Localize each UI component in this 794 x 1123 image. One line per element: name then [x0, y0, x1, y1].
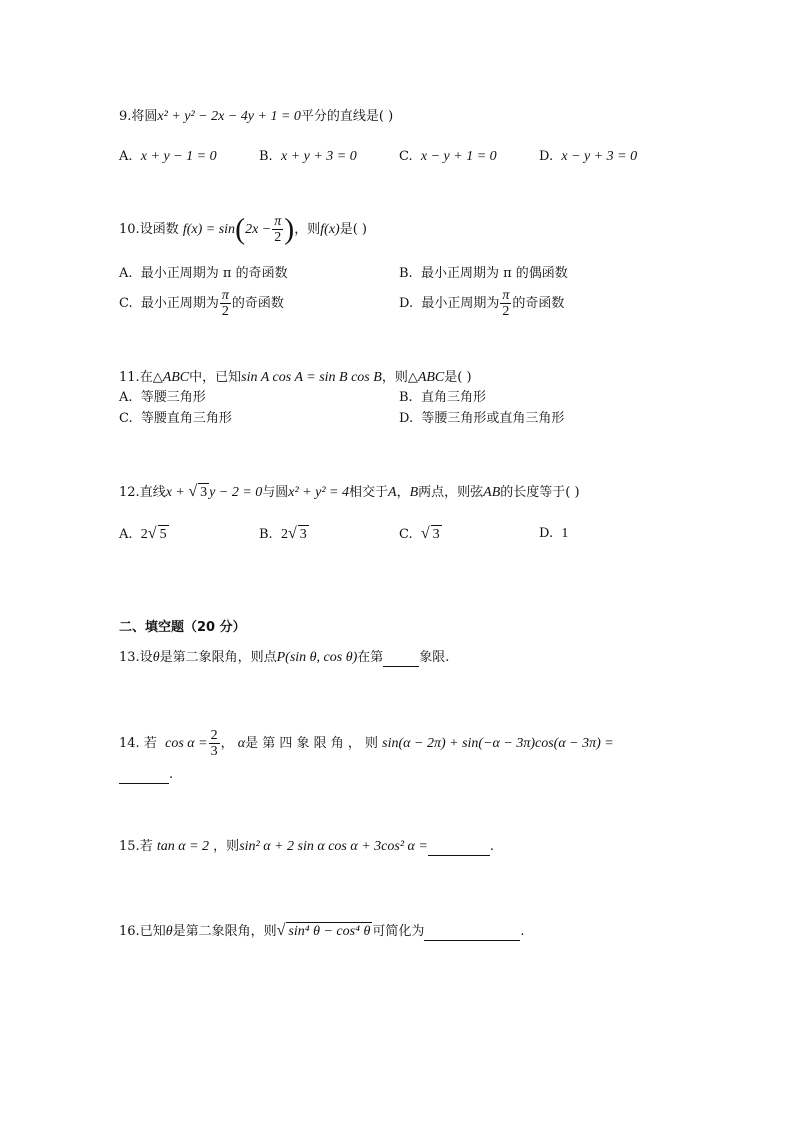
- option-text: x − y + 3 = 0: [561, 149, 638, 164]
- option-text: 等腰直角三角形: [140, 411, 232, 426]
- question-number: 9.: [119, 109, 132, 124]
- question-text: 若: [143, 736, 157, 751]
- question-14: [119, 726, 614, 762]
- question-text: ，则: [294, 222, 321, 237]
- option-label: C.: [119, 296, 133, 311]
- option-a: [119, 148, 217, 166]
- question-text: 相交于: [349, 485, 389, 500]
- question-text: 将圆: [131, 109, 158, 124]
- option-label: C.: [399, 149, 413, 164]
- option-b: [259, 525, 309, 544]
- option-label: D.: [399, 296, 414, 311]
- fraction-denominator: 3: [210, 744, 218, 759]
- question-13: [119, 649, 449, 667]
- math-function: f(x) = sin: [182, 222, 236, 237]
- question-text: 是 第 四 象 限 角 ， 则: [245, 736, 379, 751]
- question-text: 的长度等于( ): [500, 485, 580, 500]
- math-equation: cos α =: [165, 736, 208, 751]
- fraction-denominator: 2: [274, 230, 282, 245]
- question-text: .: [520, 924, 525, 939]
- question-text: 平分的直线是( ): [300, 109, 394, 124]
- option-b: [399, 265, 568, 283]
- question-number: 15.: [119, 839, 140, 854]
- radicand: 3: [200, 485, 208, 500]
- question-number: 11.: [119, 370, 140, 385]
- radicand: 5: [159, 527, 167, 542]
- option-label: D.: [539, 526, 554, 541]
- math-variable: α: [237, 736, 246, 751]
- option-text: 的奇函数: [231, 296, 284, 311]
- option-d: [539, 525, 568, 543]
- option-text: 的奇函数: [512, 296, 565, 311]
- math-equation: x² + y² = 4: [288, 485, 349, 500]
- question-14-answer: [119, 766, 173, 784]
- math-point: P(sin θ, cos θ): [276, 650, 358, 665]
- option-label: B.: [259, 527, 273, 542]
- sqrt-icon: √: [287, 525, 297, 542]
- question-text: .: [169, 767, 174, 782]
- fraction-pi-over-2: [272, 214, 283, 245]
- option-text: 等腰三角形或直角三角形: [421, 411, 565, 426]
- option-d: [399, 410, 564, 428]
- radicand: sin⁴ θ − cos⁴ θ: [288, 924, 371, 939]
- option-b: [399, 389, 486, 407]
- answer-blank[interactable]: [119, 769, 169, 784]
- option-label: A.: [119, 390, 133, 405]
- question-text: 是( ): [339, 222, 367, 237]
- math-expression: sin² α + 2 sin α cos α + 3cos² α =: [239, 839, 428, 854]
- option-label: A.: [119, 527, 133, 542]
- question-text: 在第: [357, 650, 384, 665]
- question-text: 象限.: [419, 650, 450, 665]
- question-text: ，则: [213, 839, 240, 854]
- section-title: 二、填空题（20 分）: [119, 620, 246, 635]
- question-11: [119, 369, 472, 387]
- answer-blank[interactable]: [383, 652, 419, 667]
- answer-blank[interactable]: [428, 841, 490, 856]
- question-10: [119, 212, 367, 248]
- question-text: 可简化为: [372, 924, 425, 939]
- fraction-denominator: 2: [221, 304, 229, 319]
- sqrt-icon: √: [276, 922, 286, 939]
- math-expression: sin(α − 2π) + sin(−α − 3π)cos(α − 3π) =: [382, 736, 614, 751]
- option-text: 等腰三角形: [140, 390, 206, 405]
- question-number: 10.: [119, 222, 140, 237]
- question-15: [119, 838, 494, 856]
- fraction-numerator: π: [221, 288, 229, 303]
- math-equation: y − 2 = 0: [209, 485, 263, 500]
- option-c: [119, 410, 232, 428]
- sqrt-icon: √: [420, 525, 430, 542]
- question-text: 是( ): [444, 370, 472, 385]
- math-function: f(x): [320, 222, 340, 237]
- radicand: 3: [299, 527, 307, 542]
- question-text: ，则△: [381, 370, 418, 385]
- math-argument: 2x −: [245, 222, 272, 237]
- question-text: 若: [139, 839, 153, 854]
- option-text: x + y + 3 = 0: [280, 149, 357, 164]
- question-text: 设函数: [139, 222, 179, 237]
- option-text: 最小正周期为 π 的偶函数: [420, 266, 568, 281]
- option-label: C.: [119, 411, 133, 426]
- fraction-2-over-3: [209, 728, 220, 759]
- fraction-numerator: 2: [210, 728, 218, 743]
- math-point: A: [388, 485, 397, 500]
- option-c: [399, 525, 442, 544]
- right-paren: ): [284, 212, 295, 246]
- option-label: A.: [119, 266, 133, 281]
- option-d: [539, 148, 637, 166]
- option-label: B.: [399, 390, 413, 405]
- option-text: 直角三角形: [420, 390, 486, 405]
- option-label: C.: [399, 527, 413, 542]
- option-text: 最小正周期为: [140, 296, 219, 311]
- option-text: x − y + 1 = 0: [420, 149, 497, 164]
- fraction-pi-over-2: [500, 288, 511, 319]
- question-text: ，: [220, 736, 234, 751]
- option-label: B.: [259, 149, 273, 164]
- option-d: [399, 288, 564, 320]
- question-text: 在△: [139, 370, 163, 385]
- question-12: [119, 483, 580, 502]
- math-triangle: ABC: [162, 370, 190, 385]
- math-equation: sin A cos A = sin B cos B: [241, 370, 382, 385]
- option-label: A.: [119, 149, 133, 164]
- coefficient: 2: [280, 527, 288, 542]
- option-c: [399, 148, 497, 166]
- left-paren: (: [235, 212, 246, 246]
- fraction-denominator: 2: [502, 304, 510, 319]
- fraction-pi-over-2: [220, 288, 231, 319]
- question-text: ，: [396, 485, 410, 500]
- math-equation: tan α = 2: [156, 839, 210, 854]
- option-a: [119, 265, 288, 283]
- coefficient: 2: [140, 527, 148, 542]
- question-text: 是第二象限角，则: [172, 924, 277, 939]
- option-label: D.: [539, 149, 554, 164]
- question-text: 是第二象限角，则点: [159, 650, 277, 665]
- question-number: 12.: [119, 485, 140, 500]
- question-text: 中，已知: [189, 370, 242, 385]
- math-equation: x +: [165, 485, 189, 500]
- fraction-numerator: π: [502, 288, 510, 303]
- question-text: 已知: [139, 924, 166, 939]
- radicand: 3: [432, 527, 440, 542]
- option-a: [119, 389, 206, 407]
- question-text: 与圆: [262, 485, 289, 500]
- sqrt-icon: √: [147, 525, 157, 542]
- option-label: B.: [399, 266, 413, 281]
- question-text: 两点，则弦: [418, 485, 484, 500]
- option-text: 最小正周期为 π 的奇函数: [140, 266, 288, 281]
- question-9: [119, 108, 393, 126]
- math-equation: x² + y² − 2x − 4y + 1 = 0: [157, 109, 301, 124]
- math-triangle: ABC: [417, 370, 445, 385]
- question-16: [119, 922, 524, 941]
- option-text: x + y − 1 = 0: [140, 149, 217, 164]
- option-text: 最小正周期为: [421, 296, 500, 311]
- question-text: 设: [139, 650, 153, 665]
- sqrt-icon: √: [188, 483, 198, 500]
- option-label: D.: [399, 411, 414, 426]
- answer-blank[interactable]: [424, 926, 520, 941]
- question-number: 14.: [119, 736, 140, 751]
- question-number: 16.: [119, 924, 140, 939]
- option-text: 1: [561, 526, 569, 541]
- math-segment: AB: [483, 485, 501, 500]
- math-point: B: [409, 485, 419, 500]
- math-variable: θ: [152, 650, 160, 665]
- question-text: 直线: [139, 485, 166, 500]
- question-text: .: [489, 839, 494, 854]
- option-c: [119, 288, 284, 320]
- option-a: [119, 525, 169, 544]
- option-b: [259, 148, 357, 166]
- fraction-numerator: π: [274, 214, 282, 229]
- question-number: 13.: [119, 650, 140, 665]
- math-variable: θ: [165, 924, 173, 939]
